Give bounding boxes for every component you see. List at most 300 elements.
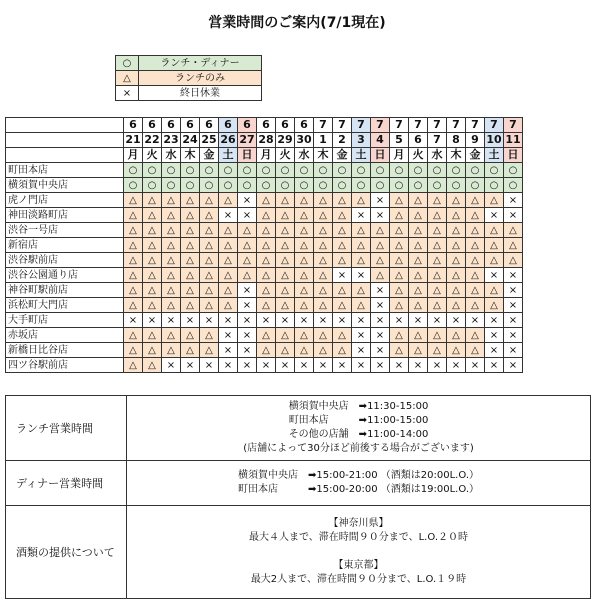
status-cell: △ bbox=[447, 268, 466, 283]
weekday-cell: 日 bbox=[238, 148, 257, 163]
status-cell: △ bbox=[466, 283, 485, 298]
status-cell: × bbox=[219, 358, 238, 373]
status-cell: △ bbox=[390, 343, 409, 358]
schedule-table bbox=[5, 117, 523, 373]
weekday-cell: 土 bbox=[352, 148, 371, 163]
store-name: 神田淡路町店 bbox=[6, 208, 124, 223]
status-cell: × bbox=[485, 313, 504, 328]
weekday-cell: 木 bbox=[447, 148, 466, 163]
hours-info-table bbox=[5, 395, 591, 599]
info-content bbox=[127, 396, 591, 461]
store-name: 新宿店 bbox=[6, 238, 124, 253]
status-cell: △ bbox=[219, 268, 238, 283]
status-cell: △ bbox=[295, 253, 314, 268]
table-row bbox=[6, 298, 523, 313]
status-cell: △ bbox=[143, 358, 162, 373]
status-cell: △ bbox=[295, 283, 314, 298]
status-cell: △ bbox=[124, 208, 143, 223]
status-cell: ○ bbox=[162, 163, 181, 178]
status-cell: ○ bbox=[390, 178, 409, 193]
status-cell: △ bbox=[466, 268, 485, 283]
status-cell: ○ bbox=[295, 163, 314, 178]
status-cell: × bbox=[352, 343, 371, 358]
status-cell: △ bbox=[352, 283, 371, 298]
status-cell: × bbox=[504, 208, 523, 223]
status-cell: △ bbox=[162, 283, 181, 298]
status-cell: △ bbox=[333, 193, 352, 208]
status-cell: △ bbox=[162, 298, 181, 313]
status-cell: △ bbox=[257, 223, 276, 238]
status-cell: × bbox=[314, 313, 333, 328]
status-cell: △ bbox=[466, 328, 485, 343]
status-cell: ○ bbox=[257, 163, 276, 178]
month-cell: 7 bbox=[504, 118, 523, 133]
status-cell: × bbox=[238, 298, 257, 313]
day-cell: 28 bbox=[258, 133, 274, 146]
status-cell: × bbox=[333, 358, 352, 373]
status-cell: × bbox=[371, 358, 390, 373]
status-cell: △ bbox=[181, 298, 200, 313]
info-row bbox=[6, 396, 591, 461]
table-row bbox=[6, 313, 523, 328]
status-cell: △ bbox=[219, 298, 238, 313]
status-cell: △ bbox=[276, 328, 295, 343]
info-line: 【東京都】 bbox=[333, 560, 384, 571]
status-cell: △ bbox=[428, 298, 447, 313]
status-cell: △ bbox=[143, 208, 162, 223]
status-cell: △ bbox=[485, 193, 504, 208]
status-cell: × bbox=[200, 358, 219, 373]
status-cell: △ bbox=[124, 283, 143, 298]
status-cell: △ bbox=[447, 328, 466, 343]
weekday-cell: 金 bbox=[200, 148, 219, 163]
status-cell: △ bbox=[124, 343, 143, 358]
weekday-header-row bbox=[6, 148, 523, 163]
status-cell: △ bbox=[485, 298, 504, 313]
status-cell: △ bbox=[504, 253, 523, 268]
table-row bbox=[6, 208, 523, 223]
status-cell: × bbox=[143, 313, 162, 328]
day-cell: 23 bbox=[163, 133, 179, 146]
status-cell: △ bbox=[238, 238, 257, 253]
weekday-cell: 月 bbox=[390, 148, 409, 163]
status-cell: △ bbox=[314, 193, 333, 208]
status-cell: △ bbox=[428, 268, 447, 283]
weekday-cell: 水 bbox=[428, 148, 447, 163]
status-cell: ○ bbox=[238, 178, 257, 193]
status-cell: × bbox=[485, 343, 504, 358]
weekday-cell: 日 bbox=[371, 148, 390, 163]
status-cell: △ bbox=[409, 223, 428, 238]
day-cell: 1 bbox=[314, 133, 333, 148]
status-cell: △ bbox=[124, 268, 143, 283]
status-cell: ○ bbox=[352, 163, 371, 178]
status-cell: △ bbox=[485, 283, 504, 298]
status-cell: △ bbox=[162, 268, 181, 283]
status-cell: × bbox=[447, 313, 466, 328]
status-cell: △ bbox=[238, 268, 257, 283]
status-cell: △ bbox=[409, 253, 428, 268]
status-cell: × bbox=[238, 208, 257, 223]
status-cell: ○ bbox=[428, 178, 447, 193]
status-cell: △ bbox=[124, 253, 143, 268]
info-line: 町田本店 ➡15:00-20:00 （酒類は19:00L.O.） bbox=[237, 484, 479, 495]
status-cell: △ bbox=[276, 208, 295, 223]
month-cell: 6 bbox=[181, 118, 200, 133]
status-cell: △ bbox=[200, 328, 219, 343]
day-cell: 10 bbox=[486, 133, 502, 146]
status-cell: △ bbox=[409, 298, 428, 313]
store-name: 浜松町大門店 bbox=[6, 298, 124, 313]
month-cell: 7 bbox=[447, 118, 466, 133]
status-cell: × bbox=[371, 208, 390, 223]
store-name: 横須賀中央店 bbox=[6, 178, 124, 193]
info-line: 【神奈川県】 bbox=[328, 518, 389, 529]
status-cell: × bbox=[238, 343, 257, 358]
day-cell: 9 bbox=[466, 133, 485, 148]
status-cell: △ bbox=[295, 208, 314, 223]
status-cell: △ bbox=[238, 223, 257, 238]
month-cell: 6 bbox=[124, 118, 143, 133]
status-cell: △ bbox=[409, 328, 428, 343]
status-cell: △ bbox=[200, 253, 219, 268]
status-cell: ○ bbox=[124, 163, 143, 178]
status-cell: ○ bbox=[219, 178, 238, 193]
legend bbox=[115, 55, 262, 101]
status-cell: × bbox=[504, 358, 523, 373]
status-cell: × bbox=[333, 313, 352, 328]
status-cell: × bbox=[352, 358, 371, 373]
status-cell: △ bbox=[314, 238, 333, 253]
store-name: 町田本店 bbox=[6, 163, 124, 178]
status-cell: △ bbox=[352, 193, 371, 208]
status-cell: × bbox=[276, 313, 295, 328]
table-row bbox=[6, 358, 523, 373]
store-name: 神谷町駅前店 bbox=[6, 283, 124, 298]
lunch-only-label: ランチのみ bbox=[139, 71, 262, 86]
status-cell: △ bbox=[257, 238, 276, 253]
page-title: 営業時間のご案内(7/1現在) bbox=[208, 15, 386, 31]
status-cell: △ bbox=[333, 283, 352, 298]
status-cell: ○ bbox=[447, 178, 466, 193]
status-cell: × bbox=[390, 313, 409, 328]
weekday-cell: 木 bbox=[314, 148, 333, 163]
status-cell: ○ bbox=[276, 178, 295, 193]
weekday-cell: 火 bbox=[143, 148, 162, 163]
status-cell: △ bbox=[162, 223, 181, 238]
store-name: 渋谷駅前店 bbox=[6, 253, 124, 268]
status-cell: △ bbox=[181, 208, 200, 223]
status-cell: △ bbox=[219, 238, 238, 253]
status-cell: × bbox=[219, 313, 238, 328]
status-cell: × bbox=[219, 343, 238, 358]
status-cell: × bbox=[504, 313, 523, 328]
status-cell: △ bbox=[124, 238, 143, 253]
status-cell: △ bbox=[162, 343, 181, 358]
status-cell: △ bbox=[466, 208, 485, 223]
status-cell: △ bbox=[124, 223, 143, 238]
month-cell: 6 bbox=[143, 118, 162, 133]
status-cell: △ bbox=[295, 193, 314, 208]
status-cell: × bbox=[504, 283, 523, 298]
lunch-only-symbol: △ bbox=[116, 71, 139, 86]
store-name: 渋谷公園通り店 bbox=[6, 268, 124, 283]
status-cell: × bbox=[276, 358, 295, 373]
status-cell: △ bbox=[333, 208, 352, 223]
info-line: 町田本店 ➡11:00-15:00 bbox=[288, 415, 429, 426]
lunch-dinner-label: ランチ・ディナー bbox=[139, 56, 262, 71]
month-cell: 6 bbox=[200, 118, 219, 133]
header-corner-cell bbox=[6, 148, 124, 163]
status-cell: △ bbox=[276, 223, 295, 238]
day-cell: 25 bbox=[201, 133, 217, 146]
status-cell: × bbox=[428, 358, 447, 373]
weekday-cell: 月 bbox=[257, 148, 276, 163]
legend-row-closed bbox=[116, 86, 262, 101]
status-cell: △ bbox=[162, 238, 181, 253]
status-cell: × bbox=[409, 358, 428, 373]
status-cell: ○ bbox=[238, 163, 257, 178]
status-cell: △ bbox=[295, 223, 314, 238]
day-cell: 30 bbox=[296, 133, 312, 146]
table-row bbox=[6, 178, 523, 193]
status-cell: △ bbox=[181, 223, 200, 238]
status-cell: △ bbox=[447, 298, 466, 313]
status-cell: △ bbox=[219, 283, 238, 298]
day-cell: 27 bbox=[239, 133, 255, 146]
weekday-cell: 火 bbox=[276, 148, 295, 163]
status-cell: △ bbox=[428, 328, 447, 343]
status-cell: △ bbox=[257, 193, 276, 208]
status-cell: ○ bbox=[371, 178, 390, 193]
status-cell: × bbox=[238, 283, 257, 298]
status-cell: △ bbox=[428, 253, 447, 268]
weekday-cell: 水 bbox=[162, 148, 181, 163]
status-cell: × bbox=[219, 328, 238, 343]
status-cell: △ bbox=[181, 238, 200, 253]
status-cell: △ bbox=[485, 223, 504, 238]
status-cell: △ bbox=[447, 208, 466, 223]
status-cell: △ bbox=[257, 208, 276, 223]
status-cell: △ bbox=[409, 343, 428, 358]
status-cell: △ bbox=[276, 298, 295, 313]
status-cell: △ bbox=[143, 268, 162, 283]
weekday-cell: 火 bbox=[409, 148, 428, 163]
status-cell: △ bbox=[124, 193, 143, 208]
status-cell: △ bbox=[409, 238, 428, 253]
month-cell: 7 bbox=[314, 118, 333, 133]
status-cell: × bbox=[181, 313, 200, 328]
table-row bbox=[6, 223, 523, 238]
status-cell: ○ bbox=[143, 163, 162, 178]
status-cell: △ bbox=[143, 343, 162, 358]
info-row bbox=[6, 506, 591, 599]
status-cell: △ bbox=[466, 223, 485, 238]
status-cell: ○ bbox=[276, 163, 295, 178]
status-cell: ○ bbox=[162, 178, 181, 193]
header-corner-cell bbox=[6, 133, 124, 148]
status-cell: △ bbox=[200, 298, 219, 313]
status-cell: ○ bbox=[333, 163, 352, 178]
status-cell: △ bbox=[181, 328, 200, 343]
status-cell: △ bbox=[466, 343, 485, 358]
lunch-dinner-symbol: ○ bbox=[116, 56, 139, 71]
status-cell: △ bbox=[333, 298, 352, 313]
header-corner-cell bbox=[6, 118, 124, 133]
day-cell: 11 bbox=[505, 133, 521, 146]
status-cell: × bbox=[466, 358, 485, 373]
info-content bbox=[127, 461, 591, 506]
status-cell: △ bbox=[428, 283, 447, 298]
status-cell: △ bbox=[257, 253, 276, 268]
status-cell: △ bbox=[333, 343, 352, 358]
info-line: 横須賀中央店 ➡15:00-21:00 （酒類は20:00L.O.） bbox=[237, 470, 479, 481]
day-cell: 8 bbox=[447, 133, 466, 148]
status-cell: △ bbox=[276, 268, 295, 283]
day-cell: 2 bbox=[333, 133, 352, 148]
status-cell: △ bbox=[333, 253, 352, 268]
month-cell: 7 bbox=[466, 118, 485, 133]
status-cell: △ bbox=[390, 268, 409, 283]
status-cell: × bbox=[504, 298, 523, 313]
status-cell: × bbox=[504, 343, 523, 358]
status-cell: × bbox=[485, 358, 504, 373]
weekday-cell: 土 bbox=[485, 148, 504, 163]
month-cell: 7 bbox=[371, 118, 390, 133]
weekday-cell: 木 bbox=[181, 148, 200, 163]
closed-symbol: × bbox=[116, 86, 139, 101]
status-cell: △ bbox=[428, 208, 447, 223]
status-cell: △ bbox=[219, 253, 238, 268]
day-cell: 21 bbox=[125, 133, 141, 146]
info-label: ディナー営業時間 bbox=[6, 461, 127, 506]
day-cell: 24 bbox=[182, 133, 198, 146]
status-cell: △ bbox=[200, 238, 219, 253]
info-line: 横須賀中央店 ➡11:30-15:00 bbox=[288, 401, 429, 412]
status-cell: △ bbox=[314, 283, 333, 298]
status-cell: △ bbox=[276, 343, 295, 358]
status-cell: △ bbox=[390, 208, 409, 223]
month-cell: 7 bbox=[352, 118, 371, 133]
status-cell: × bbox=[466, 313, 485, 328]
status-cell: △ bbox=[466, 253, 485, 268]
status-cell: × bbox=[238, 313, 257, 328]
day-cell: 26 bbox=[220, 133, 236, 146]
weekday-cell: 金 bbox=[333, 148, 352, 163]
status-cell: △ bbox=[162, 208, 181, 223]
status-cell: △ bbox=[181, 193, 200, 208]
status-cell: × bbox=[352, 268, 371, 283]
weekday-cell: 土 bbox=[219, 148, 238, 163]
status-cell: × bbox=[352, 208, 371, 223]
status-cell: × bbox=[371, 313, 390, 328]
month-cell: 7 bbox=[390, 118, 409, 133]
status-cell: △ bbox=[409, 208, 428, 223]
status-cell: △ bbox=[504, 223, 523, 238]
status-cell: × bbox=[371, 328, 390, 343]
table-row bbox=[6, 343, 523, 358]
status-cell: △ bbox=[276, 193, 295, 208]
status-cell: △ bbox=[390, 328, 409, 343]
status-cell: △ bbox=[219, 223, 238, 238]
status-cell: × bbox=[238, 358, 257, 373]
table-row bbox=[6, 253, 523, 268]
status-cell: ○ bbox=[200, 163, 219, 178]
month-cell: 7 bbox=[333, 118, 352, 133]
month-cell: 6 bbox=[257, 118, 276, 133]
status-cell: △ bbox=[371, 223, 390, 238]
status-cell: △ bbox=[485, 253, 504, 268]
status-cell: ○ bbox=[504, 163, 523, 178]
status-cell: △ bbox=[333, 238, 352, 253]
status-cell: △ bbox=[181, 268, 200, 283]
status-cell: △ bbox=[314, 328, 333, 343]
status-cell: ○ bbox=[466, 178, 485, 193]
status-cell: × bbox=[314, 358, 333, 373]
status-cell: × bbox=[124, 313, 143, 328]
status-cell: △ bbox=[390, 223, 409, 238]
status-cell: △ bbox=[428, 343, 447, 358]
status-cell: △ bbox=[352, 238, 371, 253]
status-cell: △ bbox=[143, 283, 162, 298]
status-cell: × bbox=[352, 328, 371, 343]
month-cell: 6 bbox=[295, 118, 314, 133]
status-cell: ○ bbox=[409, 178, 428, 193]
status-cell: ○ bbox=[485, 178, 504, 193]
info-content bbox=[127, 506, 591, 599]
status-cell: △ bbox=[333, 223, 352, 238]
info-line: (店舗によって30分ほど前後する場合がございます) bbox=[243, 443, 474, 454]
status-cell: × bbox=[295, 313, 314, 328]
status-cell: × bbox=[238, 328, 257, 343]
status-cell: △ bbox=[314, 343, 333, 358]
status-cell: ○ bbox=[181, 163, 200, 178]
status-cell: △ bbox=[200, 283, 219, 298]
status-cell: △ bbox=[485, 238, 504, 253]
status-cell: × bbox=[295, 358, 314, 373]
status-cell: × bbox=[390, 358, 409, 373]
status-cell: × bbox=[485, 208, 504, 223]
status-cell: △ bbox=[314, 208, 333, 223]
status-cell: × bbox=[257, 358, 276, 373]
weekday-cell: 水 bbox=[295, 148, 314, 163]
status-cell: △ bbox=[352, 298, 371, 313]
status-cell: × bbox=[447, 358, 466, 373]
status-cell: × bbox=[504, 328, 523, 343]
day-cell: 5 bbox=[390, 133, 409, 148]
day-cell: 29 bbox=[277, 133, 293, 146]
status-cell: △ bbox=[124, 328, 143, 343]
status-cell: △ bbox=[143, 253, 162, 268]
table-row bbox=[6, 193, 523, 208]
store-name: 新橋日比谷店 bbox=[6, 343, 124, 358]
month-cell: 6 bbox=[219, 118, 238, 133]
status-cell: ○ bbox=[143, 178, 162, 193]
status-cell: △ bbox=[143, 223, 162, 238]
status-cell: △ bbox=[124, 358, 143, 373]
day-cell: 22 bbox=[144, 133, 160, 146]
status-cell: × bbox=[162, 358, 181, 373]
info-label: ランチ営業時間 bbox=[6, 396, 127, 461]
status-cell: × bbox=[485, 328, 504, 343]
status-cell: △ bbox=[162, 193, 181, 208]
status-cell: △ bbox=[447, 193, 466, 208]
status-cell: △ bbox=[295, 268, 314, 283]
status-cell: △ bbox=[447, 283, 466, 298]
status-cell: △ bbox=[371, 238, 390, 253]
info-label: 酒類の提供について bbox=[6, 506, 127, 599]
status-cell: △ bbox=[295, 238, 314, 253]
